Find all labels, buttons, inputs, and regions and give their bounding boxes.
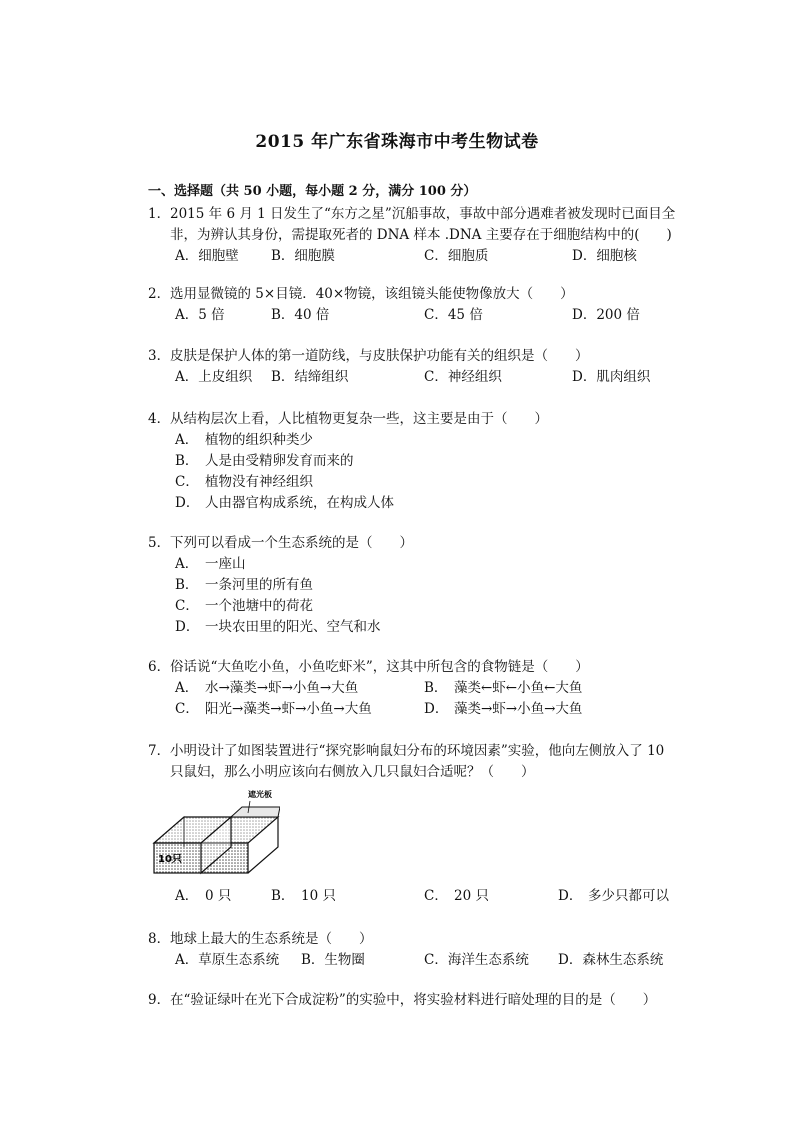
option-a[interactable]: A．上皮组织 xyxy=(175,369,253,385)
option-d[interactable]: D．200 倍 xyxy=(572,307,640,323)
question-text: 2015 年 6 月 1 日发生了“东方之星”沉船事故，事故中部分遇难者被发现时已面目全 xyxy=(170,206,676,222)
option-c[interactable]: C． 20 只 xyxy=(424,888,489,904)
question-text: 非，为辨认其身份，需提取死者的 DNA 样本 .DNA 主要存在于细胞结构中的( ) xyxy=(170,227,672,243)
options-row xyxy=(175,678,676,699)
option-d[interactable]: D． 藻类→虾→小鱼→大鱼 xyxy=(424,701,583,717)
option-a[interactable]: A．5 倍 xyxy=(175,307,225,323)
option-b[interactable]: B．生物圈 xyxy=(301,952,365,968)
option-b[interactable]: B． 10 只 xyxy=(271,888,336,904)
question-7-options xyxy=(148,886,676,907)
option-b[interactable]: B． 一条河里的所有鱼 xyxy=(175,577,313,593)
question-6 xyxy=(148,657,676,720)
question-number: 4． xyxy=(148,411,171,427)
question-text: 下列可以看成一个生态系统的是（ ） xyxy=(170,535,413,551)
option-b[interactable]: B． 藻类←虾←小鱼←大鱼 xyxy=(424,680,583,696)
question-number: 8． xyxy=(148,931,171,947)
option-c[interactable]: C．神经组织 xyxy=(424,369,502,385)
question-number: 5． xyxy=(148,535,171,551)
option-c[interactable]: C．海洋生态系统 xyxy=(424,952,529,968)
options-row xyxy=(175,246,676,267)
option-a[interactable]: A． 一座山 xyxy=(175,556,246,572)
option-c[interactable]: C． 植物没有神经组织 xyxy=(175,474,313,490)
question-text: 从结构层次上看，人比植物更复杂一些，这主要是由于（ ） xyxy=(170,411,548,427)
question-3 xyxy=(148,346,676,388)
option-d[interactable]: D． 人由器官构成系统，在构成人体 xyxy=(175,495,394,511)
question-number: 1． xyxy=(148,206,171,222)
question-5 xyxy=(148,533,676,638)
option-d[interactable]: D． 多少只都可以 xyxy=(558,888,669,904)
question-text: 选用显微镜的 5×目镜．40×物镜，该组镜头能使物像放大（ ） xyxy=(170,286,574,302)
experiment-box-figure xyxy=(150,787,280,877)
option-b[interactable]: B． 人是由受精卵发育而来的 xyxy=(175,453,354,469)
question-text: 小明设计了如图装置进行“探究影响鼠妇分布的环境因素”实验，他向左侧放入了 10 xyxy=(170,743,665,759)
options-row xyxy=(175,699,676,720)
question-text: 俗话说“大鱼吃小鱼，小鱼吃虾米”，这其中所包含的食物链是（ ） xyxy=(170,659,589,675)
options-row xyxy=(175,886,676,907)
question-number: 7． xyxy=(148,743,171,759)
options-row xyxy=(175,950,676,971)
option-a[interactable]: A．草原生态系统 xyxy=(175,952,280,968)
question-7 xyxy=(148,741,676,783)
option-b[interactable]: B．结缔组织 xyxy=(271,369,349,385)
question-text: 在“验证绿叶在光下合成淀粉”的实验中，将实验材料进行暗处理的目的是（ ） xyxy=(170,992,657,1008)
question-8 xyxy=(148,929,676,971)
option-d[interactable]: D．肌肉组织 xyxy=(572,369,651,385)
question-number: 9． xyxy=(148,992,171,1008)
option-d[interactable]: D． 一块农田里的阳光、空气和水 xyxy=(175,619,381,635)
option-c[interactable]: C． 阳光→藻类→虾→小鱼→大鱼 xyxy=(175,701,372,717)
option-a[interactable]: A．细胞壁 xyxy=(175,248,239,264)
question-1 xyxy=(148,204,676,267)
option-b[interactable]: B．40 倍 xyxy=(271,307,330,323)
option-c[interactable]: C．45 倍 xyxy=(424,307,483,323)
question-2 xyxy=(148,284,676,326)
light-cover-board xyxy=(231,807,280,817)
option-a[interactable]: A． 植物的组织种类少 xyxy=(175,432,313,448)
question-number: 3． xyxy=(148,348,171,364)
cover-label: 遮光板 xyxy=(248,790,272,799)
question-text: 皮肤是保护人体的第一道防线，与皮肤保护功能有关的组织是（ ） xyxy=(170,348,589,364)
page-title: 2015 年广东省珠海市中考生物试卷 xyxy=(255,132,539,152)
option-c[interactable]: C．细胞质 xyxy=(424,248,489,264)
option-d[interactable]: D．细胞核 xyxy=(572,248,637,264)
question-4 xyxy=(148,409,676,514)
option-d[interactable]: D．森林生态系统 xyxy=(558,952,664,968)
option-a[interactable]: A． 0 只 xyxy=(175,888,232,904)
question-number: 2． xyxy=(148,286,171,302)
question-text: 地球上最大的生态系统是（ ） xyxy=(170,931,373,947)
question-number: 6． xyxy=(148,659,171,675)
options-row xyxy=(175,305,676,326)
section-heading: 一、选择题（共 50 小题，每小题 2 分，满分 100 分） xyxy=(148,184,477,199)
option-a[interactable]: A． 水→藻类→虾→小鱼→大鱼 xyxy=(175,680,359,696)
question-text: 只鼠妇，那么小明应该向右侧放入几只鼠妇合适呢？（ ） xyxy=(170,764,535,780)
option-b[interactable]: B．细胞膜 xyxy=(271,248,335,264)
count-label: 10只 xyxy=(158,854,182,865)
question-9 xyxy=(148,990,676,1011)
options-row xyxy=(175,367,676,388)
option-c[interactable]: C． 一个池塘中的荷花 xyxy=(175,598,313,614)
